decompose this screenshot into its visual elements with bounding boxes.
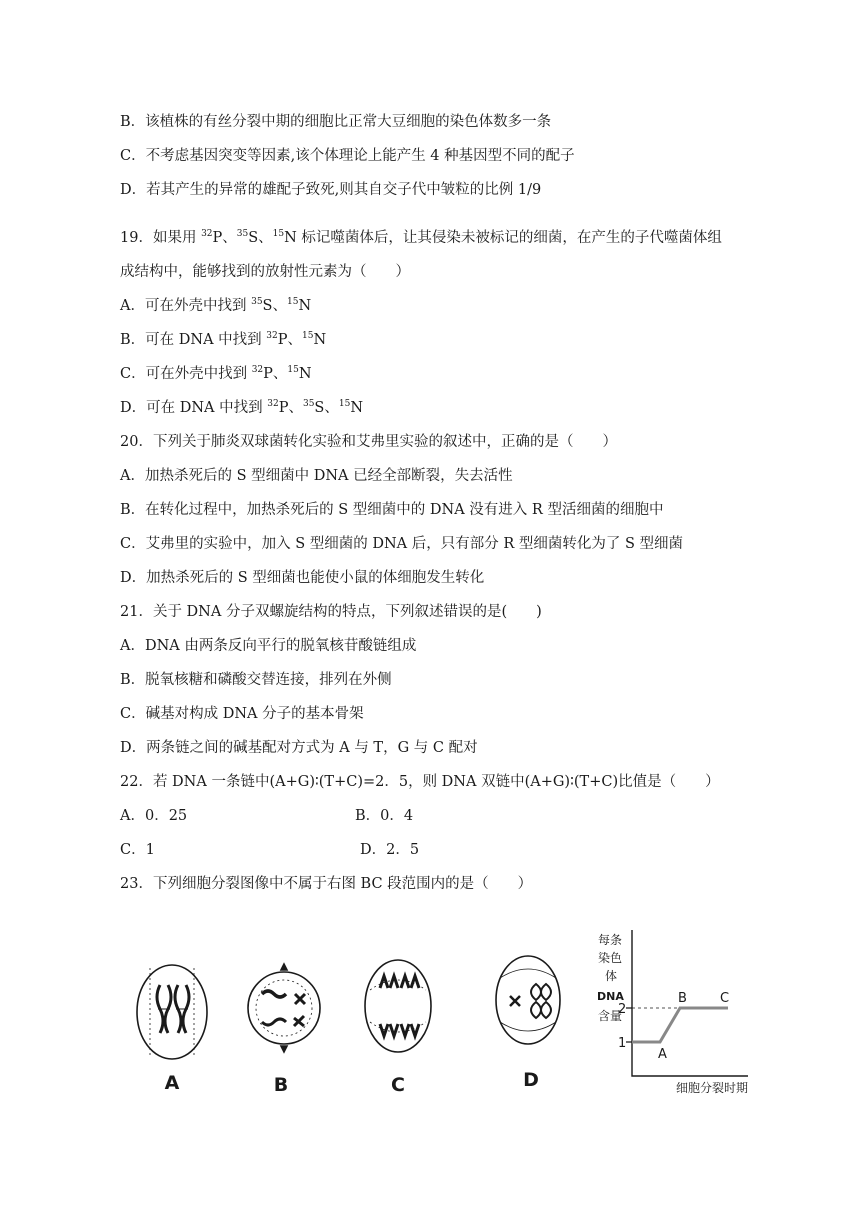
graph-point-c: C [720,991,730,1006]
q19-stem: 19．如果用 $^{32}$P、$^{35}$S、$^{15}$N 标记噬菌体后，让其侵染未被标记的细菌，在产生的子代噬菌体组 [120,229,722,246]
q18-option-d: D．若其产生的异常的雄配子致死,则其自交子代中皱粒的比例 1/9 [120,182,542,198]
q21-option-d: D．两条链之间的碱基配对方式为 A 与 T，G 与 C 配对 [120,740,478,756]
cell-c-diagram [365,960,431,1052]
graph-ylabel-line-4: DNA [597,990,624,1003]
graph-ylabel-line-2: 染色 [598,951,623,965]
graph-point-b: B [678,991,687,1006]
graph-line [632,1008,728,1042]
graph-ytick-1: 1 [618,1036,627,1051]
q19-stem-cont: 成结构中，能够找到的放射性元素为（ ） [120,264,410,280]
q19-option-a: A．可在外壳中找到 $^{35}$S、$^{15}$N [120,297,312,314]
q20-option-d: D．加热杀死后的 S 型细菌也能使小鼠的体细胞发生转化 [120,570,485,586]
q21-option-b: B．脱氧核糖和磷酸交替连接，排列在外侧 [120,672,392,688]
graph-ylabel-line-3: 体 [605,969,618,983]
q19-option-b: B．可在 DNA 中找到 $^{32}$P、$^{15}$N [120,331,327,348]
q20-stem: 20．下列关于肺炎双球菌转化实验和艾弗里实验的叙述中，正确的是（ ） [120,434,617,450]
cell-label-b: B [273,1074,289,1096]
cell-label-d: D [523,1069,539,1091]
q22-option-b: B．0．4 [355,808,414,824]
q20-option-c: C．艾弗里的实验中，加入 S 型细菌的 DNA 后，只有部分 R 型细菌转化为了 S 型细菌 [120,536,684,552]
graph-ytick-2: 2 [618,1002,627,1017]
q18-option-b: B．该植株的有丝分裂中期的细胞比正常大豆细胞的染色体数多一条 [120,114,552,130]
graph-point-a: A [658,1047,667,1062]
cell-label-a: A [164,1072,180,1094]
cell-d-diagram [496,956,560,1044]
q22-stem: 22．若 DNA 一条链中(A+G)∶(T+C)=2．5，则 DNA 双链中(A+G)∶(T+C)比值是（ ） [120,774,720,790]
q22-option-a: A．0．25 [120,808,188,824]
q21-option-a: A．DNA 由两条反向平行的脱氧核苷酸链组成 [120,638,417,654]
q22-option-d: D．2．5 [360,842,420,858]
cell-b-diagram [248,964,320,1052]
q22-option-c: C．1 [120,842,155,858]
q20-option-a: A．加热杀死后的 S 型细菌中 DNA 已经全部断裂，失去活性 [120,468,513,484]
q19-option-d: D．可在 DNA 中找到 $^{32}$P、$^{35}$S、$^{15}$N [120,399,363,416]
q20-option-b: B．在转化过程中，加热杀死后的 S 型细菌中的 DNA 没有进入 R 型活细菌的细胞中 [120,502,664,518]
graph-ylabel-line-1: 每条 [598,933,623,947]
q19-option-c: C．可在外壳中找到 $^{32}$P、$^{15}$N [120,365,312,382]
q23-stem: 23．下列细胞分裂图像中不属于右图 BC 段范围内的是（ ） [120,876,533,892]
q21-option-c: C．碱基对构成 DNA 分子的基本骨架 [120,706,364,722]
cell-a-diagram [137,965,207,1059]
q18-option-c: C．不考虑基因突变等因素,该个体理论上能产生 4 种基因型不同的配子 [120,148,575,164]
cell-label-c: C [391,1074,405,1096]
graph-xlabel: 细胞分裂时期 [676,1081,749,1095]
graph-ylabel-line-5: 含量 [598,1009,623,1023]
q21-stem: 21．关于 DNA 分子双螺旋结构的特点，下列叙述错误的是( ) [120,604,542,620]
dna-content-graph [626,930,748,1076]
